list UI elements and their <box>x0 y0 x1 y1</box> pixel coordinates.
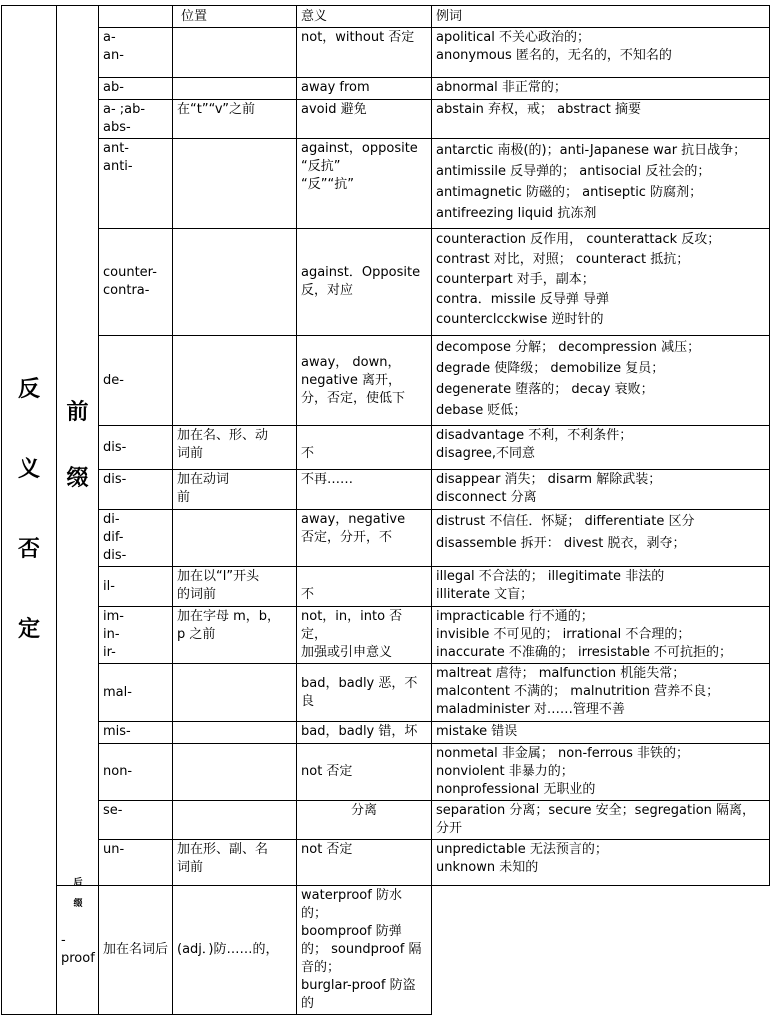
position-cell: 加在动词 前 <box>173 470 297 510</box>
category-cell <box>2 6 57 1015</box>
meaning-cell: 分离 <box>297 801 432 840</box>
position-cell: 加在形、副、名 词前 <box>173 840 297 886</box>
examples-cell: maltreat 虐待； malfunction 机能失常； malcontent 不满的； malnutrition 营养不良； maladminister 对……管理不善 <box>432 664 770 722</box>
position-cell <box>173 229 297 336</box>
table-row <box>2 78 770 100</box>
category-char: 义 <box>17 457 40 482</box>
affix-table <box>1 5 770 1015</box>
examples-cell: disadvantage 不利，不利条件； disagree,不同意 <box>432 426 770 470</box>
examples-cell: illegal 不合法的； illegitimate 非法的 illiterate 文盲； <box>432 567 770 607</box>
header-position: 位置 <box>173 6 297 28</box>
affix-cell: non- <box>99 744 173 801</box>
examples-cell: disappear 消失； disarm 解除武装； disconnect 分离 <box>432 470 770 510</box>
position-cell <box>173 139 297 229</box>
meaning-cell: not，in，into 否定， 加强或引申意义 <box>297 607 432 664</box>
affix-cell: ant- anti- <box>99 139 173 229</box>
meaning-cell: against，opposite “反抗” “反”“抗” <box>297 139 432 229</box>
table-row <box>2 801 770 840</box>
examples-cell: abstain 弃权，戒； abstract 摘要 <box>432 100 770 139</box>
suffix-char: 后 <box>73 878 83 888</box>
affix-cell: il- <box>99 567 173 607</box>
position-cell <box>173 510 297 567</box>
suffix-group-label <box>57 877 99 911</box>
meaning-cell: 不 <box>297 426 432 470</box>
affix-cell: di- dif- dis- <box>99 510 173 567</box>
examples-cell: abnormal 非正常的； <box>432 78 770 100</box>
prefix-group-cell <box>57 6 99 886</box>
table-row <box>2 886 770 1015</box>
affix-cell: un- <box>99 840 173 886</box>
position-cell: 加在名、形、动 词前 <box>173 426 297 470</box>
affix-cell: dis- <box>99 470 173 510</box>
category-char: 否 <box>17 537 40 562</box>
position-cell <box>173 801 297 840</box>
affix-cell: se- <box>99 801 173 840</box>
affix-cell: mal- <box>99 664 173 722</box>
position-cell <box>173 744 297 801</box>
header-affix <box>99 6 173 28</box>
category-char: 反 <box>17 377 40 402</box>
position-cell: 加在以“l”开头 的词前 <box>173 567 297 607</box>
meaning-cell: (adj．)防……的， <box>173 886 297 1015</box>
position-cell: 加在字母 m，b， p 之前 <box>173 607 297 664</box>
table-row <box>2 426 770 470</box>
suffix-char: 缀 <box>73 899 83 909</box>
affix-cell: a- ;ab- abs- <box>99 100 173 139</box>
header-examples: 例词 <box>432 6 770 28</box>
examples-cell: unpredictable 无法预言的； unknown 未知的 <box>432 840 770 886</box>
affix-cell: dis- <box>99 426 173 470</box>
affix-cell: de- <box>99 336 173 426</box>
table-row <box>2 510 770 567</box>
affix-cell: -proof <box>57 886 99 1015</box>
meaning-cell: bad，badly 错，坏 <box>297 722 432 744</box>
table-row <box>2 139 770 229</box>
table-row <box>2 336 770 426</box>
examples-cell: apolitical 不关心政治的； anonymous 匿名的，无名的，不知名的 <box>432 28 770 78</box>
table-row <box>2 100 770 139</box>
meaning-cell: away from <box>297 78 432 100</box>
position-cell <box>173 336 297 426</box>
meaning-cell: not 否定 <box>297 840 432 886</box>
meaning-cell: not 否定 <box>297 744 432 801</box>
examples-cell: decompose 分解； decompression 减压； degrade 使降级； demobilize 复员； degenerate 堕落的； decay 衰败； debase 贬低； <box>432 336 770 426</box>
table-row <box>2 229 770 336</box>
position-cell <box>173 664 297 722</box>
position-cell: 在“t”“v”之前 <box>173 100 297 139</box>
affix-cell: counter- contra- <box>99 229 173 336</box>
examples-cell: impracticable 行不通的； invisible 不可见的； irrational 不合理的； inaccurate 不准确的； irresistable 不可抗拒的； <box>432 607 770 664</box>
affix-cell: mis- <box>99 722 173 744</box>
meaning-cell: avoid 避免 <box>297 100 432 139</box>
examples-cell: counteraction 反作用， counterattack 反攻； contrast 对比，对照； counteract 抵抗； counterpart 对手，副本； contra．missile 反导弹 导弹 counterclcckwise 逆时针的 <box>432 229 770 336</box>
group-char: 缀 <box>66 465 89 491</box>
table-row <box>2 840 770 886</box>
position-cell: 加在名词后 <box>99 886 173 1015</box>
examples-cell: antarctic 南极(的)；anti-Japanese war 抗日战争； antimissile 反导弹的； antisocial 反社会的； antimagnetic 防磁的； antiseptic 防腐剂； antifreezing liquid 抗冻剂 <box>432 139 770 229</box>
table-row <box>2 567 770 607</box>
position-cell <box>173 28 297 78</box>
examples-cell: separation 分离；secure 安全；segregation 隔离， 分开 <box>432 801 770 840</box>
position-cell <box>173 722 297 744</box>
meaning-cell: 不再…… <box>297 470 432 510</box>
category-char: 定 <box>17 617 40 642</box>
meaning-cell: bad，badly 恶，不 良 <box>297 664 432 722</box>
affix-cell: ab- <box>99 78 173 100</box>
table-row <box>2 722 770 744</box>
table-row <box>2 744 770 801</box>
examples-cell: nonmetal 非金属； non-ferrous 非铁的； nonviolent 非暴力的； nonprofessional 无职业的 <box>432 744 770 801</box>
meaning-cell: 不 <box>297 567 432 607</box>
group-char: 前 <box>66 399 89 425</box>
header-meaning: 意义 <box>297 6 432 28</box>
meaning-cell: not，without 否定 <box>297 28 432 78</box>
table-row <box>2 28 770 78</box>
affix-cell: a- an- <box>99 28 173 78</box>
table-row <box>2 470 770 510</box>
examples-cell: mistake 错误 <box>432 722 770 744</box>
meaning-cell: away， down， negative 离开， 分，否定，使低下 <box>297 336 432 426</box>
examples-cell: waterproof 防水的； boomproof 防弹的； soundproof 隔音的； burglar-proof 防盗的 <box>297 886 432 1015</box>
affix-cell: im- in- ir- <box>99 607 173 664</box>
table-row <box>2 664 770 722</box>
position-cell <box>173 78 297 100</box>
header-row <box>2 6 770 28</box>
examples-cell: distrust 不信任．怀疑； differentiate 区分 disassemble 拆开： divest 脱衣，剥夺； <box>432 510 770 567</box>
table-row <box>2 607 770 664</box>
meaning-cell: away，negative 否定，分开，不 <box>297 510 432 567</box>
meaning-cell: against．Opposite 反，对应 <box>297 229 432 336</box>
